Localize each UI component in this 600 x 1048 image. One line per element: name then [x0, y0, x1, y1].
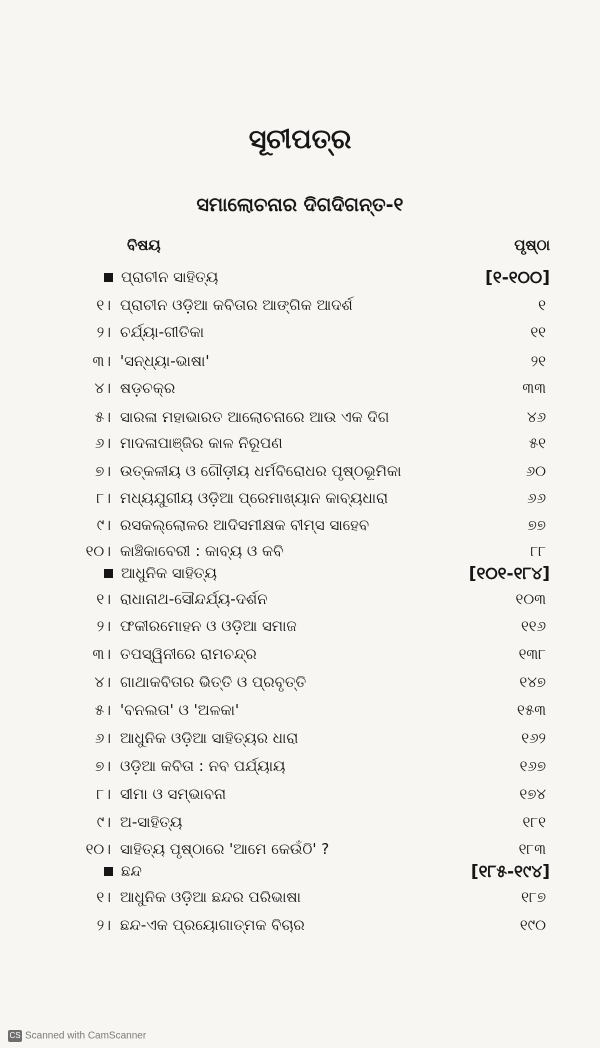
camscanner-watermark	[8, 1030, 146, 1042]
entry-number: ୬।	[94, 434, 111, 452]
entry-page: ୧୬୨	[521, 729, 546, 747]
section-name: ଛନ୍ଦ	[121, 862, 142, 880]
toc-entry[interactable]	[0, 916, 600, 944]
entry-number: ୩।	[92, 645, 111, 663]
toc-entry[interactable]	[0, 408, 600, 436]
toc-entry[interactable]	[0, 489, 600, 517]
entry-page: ୧୭୪	[519, 785, 546, 803]
entry-page: ୩୩	[522, 379, 546, 397]
entry-number: ୪।	[94, 673, 111, 691]
entry-page: ୧୬୭	[519, 757, 546, 775]
entry-page: ୧୧୬	[520, 617, 546, 635]
section-heading	[0, 564, 600, 592]
entry-title: ସୀମା ଓ ସମ୍ଭାବନା	[120, 785, 227, 803]
entry-number: ୭।	[95, 462, 111, 480]
entry-number: ୪।	[94, 379, 111, 397]
square-bullet-icon	[104, 569, 113, 578]
section-label	[104, 862, 142, 880]
entry-page: ୧୧	[530, 323, 546, 341]
toc-entry[interactable]	[0, 590, 600, 618]
entry-number: ୨।	[96, 916, 111, 934]
entry-page: ୨୧	[530, 352, 546, 370]
toc-entry[interactable]	[0, 813, 600, 841]
entry-title: ସାହିତ୍ୟ ପୃଷ୍ଠାରେ 'ଆମେ କେଉଁଠି' ?	[120, 840, 330, 858]
entry-page: ୬୬	[527, 489, 546, 507]
section-heading	[0, 268, 600, 296]
entry-number: ୬।	[94, 729, 111, 747]
entry-title: 'ସନ୍ଧ୍ୟା-ଭାଷା'	[120, 352, 210, 370]
entry-title: ଆଧୁନିକ ଓଡ଼ିଆ ସାହିତ୍ୟର ଧାରା	[120, 729, 299, 747]
toc-entry[interactable]	[0, 516, 600, 544]
toc-entry[interactable]	[0, 379, 600, 407]
entry-title: ଆଧୁନିକ ଓଡ଼ିଆ ଛନ୍ଦର ପରିଭାଷା	[120, 888, 301, 906]
entry-page: ୭୭	[527, 516, 546, 534]
entry-number: ୯।	[96, 516, 111, 534]
entry-title: 'ବନଲତା' ଓ 'ଅଳକା'	[120, 701, 240, 719]
entry-title: ରାଧାନାଥ-ସୌନ୍ଦର୍ଯ୍ୟ-ଦର୍ଶନ	[120, 590, 268, 608]
toc-entry[interactable]	[0, 785, 600, 813]
toc-entry[interactable]	[0, 323, 600, 351]
subject-column-header: ବିଷୟ	[127, 236, 161, 254]
entry-number: ୧।	[96, 590, 111, 608]
entry-title: ଛନ୍ଦ-ଏକ ପ୍ରୟୋଗାତ୍ମକ ବିଚାର	[120, 916, 305, 934]
entry-number: ୭।	[95, 757, 111, 775]
entry-number: ୯।	[96, 813, 111, 831]
entry-page: ୧୯୦	[519, 916, 546, 934]
page-column-header: ପୃଷ୍ଠା	[514, 236, 550, 254]
entry-title: ମଧ୍ୟଯୁଗୀୟ ଓଡ଼ିଆ ପ୍ରେମାଖ୍ୟାନ କାବ୍ୟଧାରା	[120, 489, 389, 507]
entry-page: ୧୮୭	[521, 888, 546, 906]
entry-title: ଷଡ଼ଚକ୍ର	[120, 379, 176, 397]
entry-title: ଫକୀରମୋହନ ଓ ଓଡ଼ିଆ ସମାଜ	[120, 617, 297, 635]
entry-number: ୧୦।	[85, 542, 111, 560]
toc-entry[interactable]	[0, 757, 600, 785]
section-name: ଆଧୁନିକ ସାହିତ୍ୟ	[121, 564, 217, 582]
section-label	[104, 564, 217, 582]
square-bullet-icon	[104, 273, 113, 282]
entry-title: ଗାଥାକବିତାର ଭିତ୍ତି ଓ ପ୍ରବୃତ୍ତି	[120, 673, 307, 691]
entry-page: ୧୩୮	[518, 645, 546, 663]
camscanner-logo-icon: CS	[9, 1031, 21, 1040]
entry-title: ତପସ୍ୱିନୀରେ ରାମଚନ୍ଦ୍ର	[120, 645, 257, 663]
entry-title: ସାରଳା ମହାଭାରତ ଆଲୋଚନାରେ ଆଉ ଏକ ଦିଗ	[120, 408, 390, 426]
entry-title: ରସକଲ୍ଲୋଳର ଆଦିସମୀକ୍ଷକ ବୀମ୍‌ସ ସାହେବ	[120, 516, 370, 534]
toc-entry[interactable]	[0, 617, 600, 645]
entry-page: ୧୦୩	[515, 590, 546, 608]
entry-number: ୫।	[94, 701, 111, 719]
entry-number: ୩।	[92, 352, 111, 370]
entry-title: ମାଦଳାପାଞ୍ଜିର କାଳ ନିରୂପଣ	[120, 434, 283, 452]
section-heading	[0, 862, 600, 890]
toc-entry[interactable]	[0, 729, 600, 757]
entry-title: ଓଡ଼ିଆ କବିତା : ନବ ପର୍ଯ୍ୟାୟ	[120, 757, 286, 775]
section-page-range: [୧୮୫-୧୯୪]	[470, 862, 550, 882]
page-title: ସୂଚୀପତ୍ର	[248, 124, 352, 155]
toc-entry[interactable]	[0, 888, 600, 916]
entry-page: ୬୦	[525, 462, 546, 480]
entry-number: ୨।	[96, 323, 111, 341]
entry-page: ୧୫୩	[517, 701, 546, 719]
entry-number: ୮।	[96, 785, 111, 803]
watermark-text: Scanned with CamScanner	[25, 1030, 147, 1042]
toc-entry[interactable]	[0, 462, 600, 490]
entry-number: ୫।	[94, 408, 111, 426]
entry-page: ୧୮୩	[518, 840, 546, 858]
entry-title: ଉତ୍କଳୀୟ ଓ ଗୌଡ଼ୀୟ ଧର୍ମବିରୋଧର ପୃଷ୍ଠଭୂମିକା	[120, 462, 402, 480]
entry-page: ୫୧	[528, 434, 546, 452]
book-subtitle: ସମାଲୋଚନାର ଦିଗଦିଗନ୍ତ-୧	[196, 194, 404, 216]
entry-page: ୧	[538, 296, 546, 314]
toc-entry[interactable]	[0, 645, 600, 673]
entry-number: ୧।	[96, 888, 111, 906]
entry-number: ୧୦।	[85, 840, 111, 858]
entry-title: ପ୍ରାଚୀନ ଓଡ଼ିଆ କବିତାର ଆଙ୍ଗିକ ଆଦର୍ଶ	[120, 296, 353, 314]
entry-page: ୮୮	[530, 542, 546, 560]
toc-entry[interactable]	[0, 673, 600, 701]
entry-number: ୧।	[96, 296, 111, 314]
section-label	[104, 268, 218, 286]
entry-page: ୧୪୭	[519, 673, 546, 691]
entry-title: ଚର୍ଯ୍ୟା-ଗୀତିକା	[120, 323, 204, 341]
section-page-range: [୧୦୧-୧୮୪]	[468, 564, 550, 584]
section-page-range: [୧-୧୦୦]	[485, 268, 550, 288]
entry-number: ୮।	[96, 489, 111, 507]
entry-title: କାଞ୍ଚିକାବେରୀ : କାବ୍ୟ ଓ କବି	[120, 542, 284, 560]
square-bullet-icon	[104, 867, 113, 876]
entry-page: ୪୬	[526, 408, 546, 426]
entry-page: ୧୮୧	[522, 813, 546, 831]
toc-entry[interactable]	[0, 296, 600, 324]
entry-title: ଅ-ସାହିତ୍ୟ	[120, 813, 183, 831]
entry-number: ୨।	[96, 617, 111, 635]
toc-entry[interactable]	[0, 352, 600, 380]
toc-entry[interactable]	[0, 701, 600, 729]
toc-entry[interactable]	[0, 434, 600, 462]
section-name: ପ୍ରାଚୀନ ସାହିତ୍ୟ	[121, 268, 219, 286]
